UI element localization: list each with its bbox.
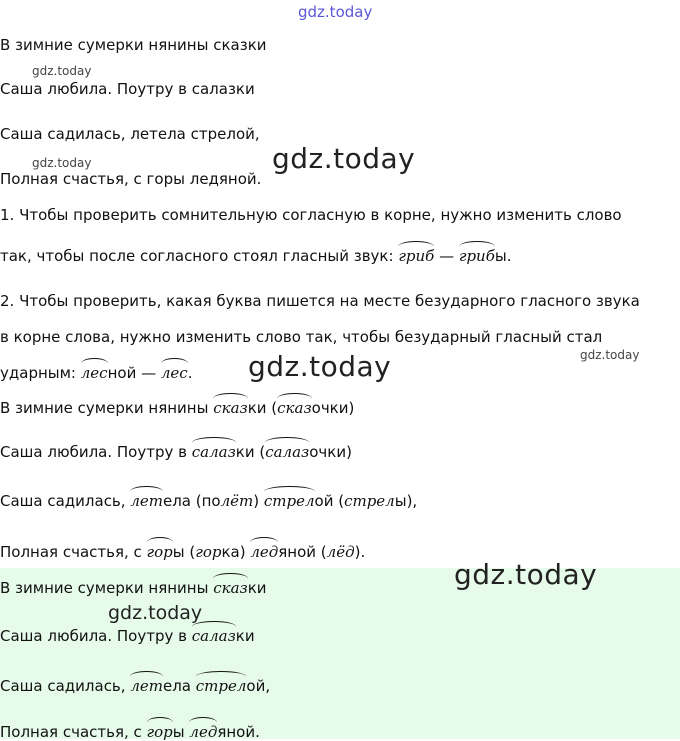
answer-line-2: Саша любила. Поутру в салазки <box>0 627 255 645</box>
checked-line-3: Саша садилась, летела (полёт) стрелой (стрелы), <box>0 492 418 510</box>
example-word: гриб <box>458 247 495 265</box>
example-word: гриб <box>398 247 435 265</box>
example-word: лес <box>160 364 188 382</box>
watermark-small: gdz.today <box>580 348 640 362</box>
rule-2-line-3: ударным: лесной — лес. <box>0 364 193 382</box>
watermark-top: gdz.today <box>298 3 373 21</box>
watermark-medium: gdz.today <box>108 602 203 624</box>
checked-line-4: Полная счастья, с горы (горка) ледяной (лёд). <box>0 543 366 561</box>
answer-line-3: Саша садилась, летела стрелой, <box>0 677 271 695</box>
watermark-small: gdz.today <box>32 64 92 78</box>
rule-1-line-1: 1. Чтобы проверить сомнительную согласную в корне, нужно изменить слово <box>0 206 622 224</box>
poem-line-2: Саша любила. Поутру в салазки <box>0 80 255 98</box>
checked-line-1: В зимние сумерки нянины сказки (сказочки) <box>0 399 355 417</box>
watermark-large: gdz.today <box>272 142 416 175</box>
rule-1-line-2: так, чтобы после согласного стоял гласный звук: гриб — грибы. <box>0 247 512 265</box>
rule-2-line-2: в корне слова, нужно изменить слово так, чтобы безударный гласный стал <box>0 328 603 346</box>
example-word: лес <box>80 364 108 382</box>
watermark-small: gdz.today <box>32 156 92 170</box>
watermark-large: gdz.today <box>454 558 598 591</box>
checked-line-2: Саша любила. Поутру в салазки (салазочки) <box>0 443 352 461</box>
watermark-large: gdz.today <box>248 350 392 383</box>
answer-line-1: В зимние сумерки нянины сказки <box>0 579 267 597</box>
poem-line-1: В зимние сумерки нянины сказки <box>0 36 267 54</box>
poem-line-3: Саша садилась, летела стрелой, <box>0 125 260 143</box>
rule-2-line-1: 2. Чтобы проверить, какая буква пишется на месте безударного гласного звука <box>0 292 640 310</box>
answer-line-4: Полная счастья, с горы ледяной. <box>0 723 260 741</box>
poem-line-4: Полная счастья, с горы ледяной. <box>0 170 262 188</box>
